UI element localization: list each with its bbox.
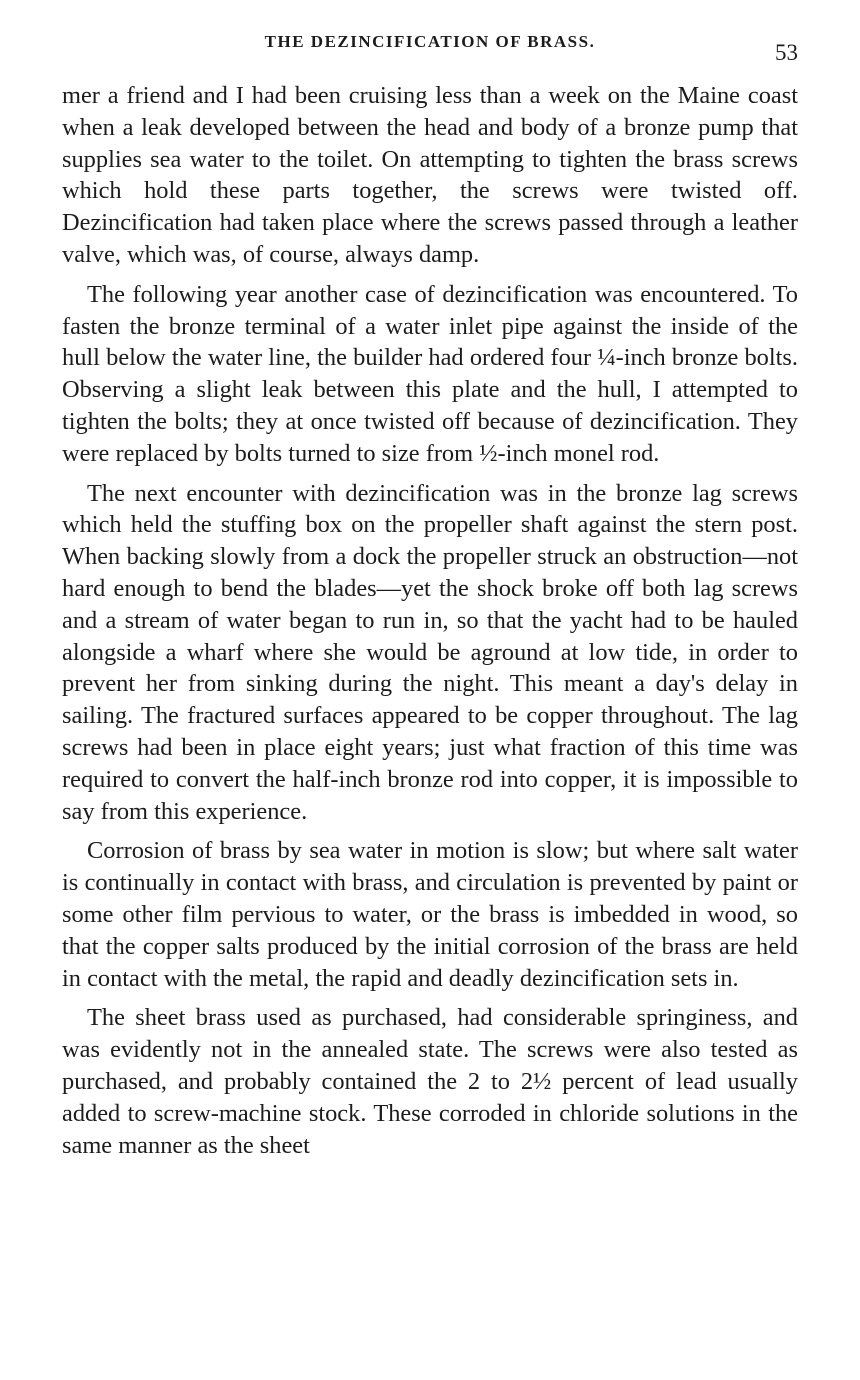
running-head	[62, 30, 798, 70]
paragraph-continued: mer a friend and I had been cruising less than a week on the Maine coast when a leak developed between the head and body of a bronze pump that supplies sea water to the toilet. On attempting to tighten the brass screws which hold these parts together, the screws were twisted off. Dezincification had taken place where the screws passed through a leather valve, which was, of course, always damp.	[62, 82, 798, 268]
paragraph: The following year another case of dezincification was encountered. To fasten the bronze terminal of a water inlet pipe against the inside of the hull below the water line, the builder had ordered four ¼-inch bronze bolts. Observing a slight leak between this plate and the hull, I attempted to tighten the bolts; they at once twisted off because of dezincification. They were replaced by bolts turned to size from ½-inch monel rod.	[62, 280, 798, 467]
paragraph: The next encounter with dezincification was in the bronze lag screws which held the stuffing box on the propeller shaft against the stern post. When backing slowly from a dock the propeller struck an obstruction—not hard enough to bend the blades—yet the shock broke off both lag screws and a stream of water began to run in, so that the yacht had to be hauled alongside a wharf where she would be aground at low tide, in order to prevent her from sinking during the night. This meant a day's delay in sailing. The fractured surfaces appeared to be copper throughout. The lag screws had been in place eight years; just what fraction of this time was required to convert the half-inch bronze rod into copper, it is impossible to say from this experience.	[62, 479, 798, 825]
running-title: THE DEZINCIFICATION OF BRASS.	[264, 32, 596, 51]
paragraph: Corrosion of brass by sea water in motion is slow; but where salt water is continually in contact with brass, and circulation is prevented by paint or some other film pervious to water, or the brass is imbedded in wood, so that the copper salts produced by the initial corrosion of the brass are held in contact with the metal, the rapid and deadly dezincification sets in.	[62, 837, 798, 992]
body-text	[62, 80, 798, 1169]
page-number: 53	[775, 40, 798, 65]
paragraph: The sheet brass used as purchased, had considerable springiness, and was evidently not in the annealed state. The screws were also tested as purchased, and probably contained the 2 to 2½ percent of lead usually added to screw-machine stock. These corroded in chloride solutions in the same manner as the sheet	[62, 1004, 798, 1159]
